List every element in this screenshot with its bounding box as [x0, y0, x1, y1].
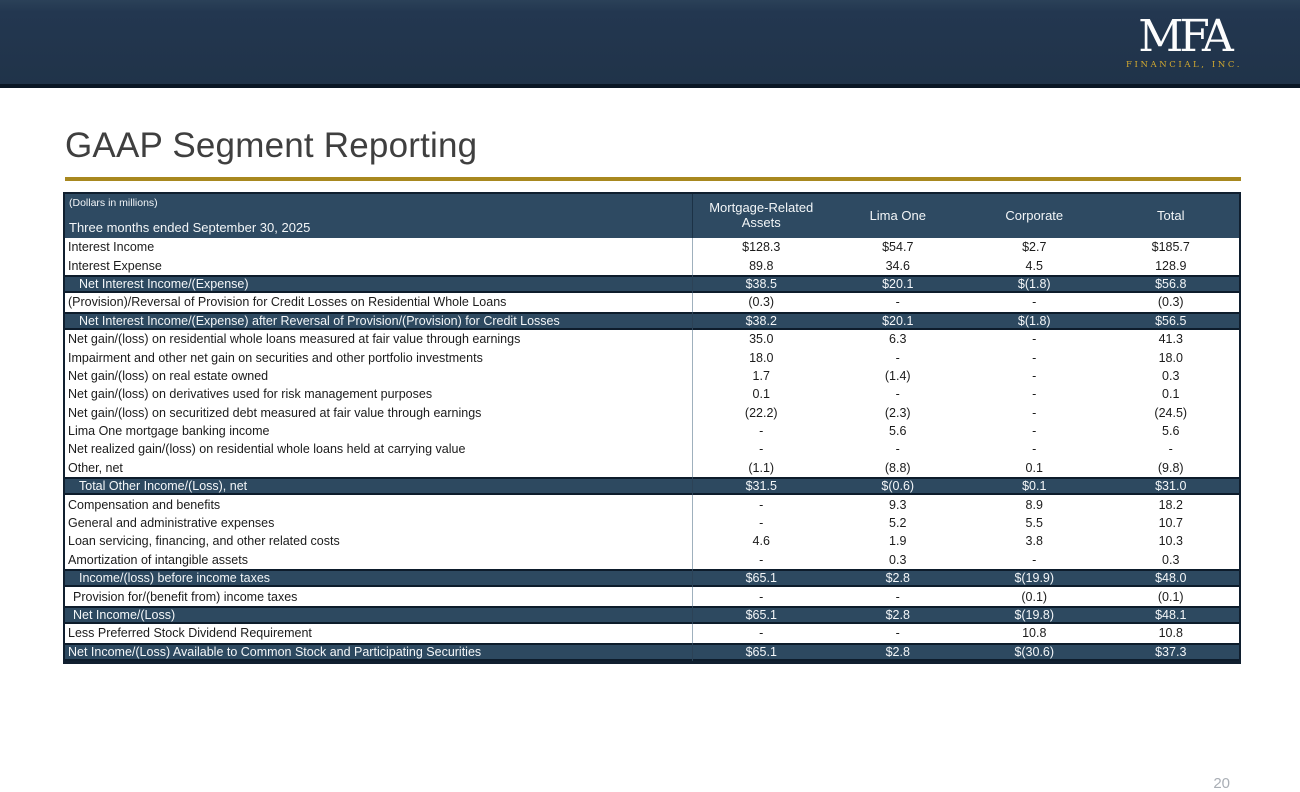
cell-value: $31.0	[1155, 479, 1187, 494]
cell-value: $48.0	[1155, 571, 1187, 586]
cell-value: (22.2)	[744, 405, 778, 420]
cell-value: $38.2	[745, 313, 777, 328]
cell-value: (0.1)	[1157, 589, 1184, 604]
cell-value: -	[1032, 387, 1037, 402]
table-header-row	[65, 194, 1239, 238]
cell-value: -	[1032, 424, 1037, 439]
row-label: Net realized gain/(loss) on residential whole loans held at carrying value	[65, 440, 693, 458]
table-row	[65, 477, 1239, 495]
cell-value: 0.3	[1162, 368, 1180, 383]
column-header-corporate: Corporate	[1005, 207, 1064, 223]
row-label: Net gain/(loss) on securitized debt measured at fair value through earnings	[65, 404, 693, 422]
cell-value: $38.5	[745, 276, 777, 291]
cell-value: $54.7	[882, 240, 914, 255]
cell-value: 0.1	[752, 387, 770, 402]
cell-value: (2.3)	[884, 405, 911, 420]
cell-value: $185.7	[1151, 240, 1190, 255]
gold-divider	[65, 177, 1241, 181]
table-row	[65, 624, 1239, 642]
cell-value: $65.1	[745, 571, 777, 586]
cell-value: 0.3	[1162, 552, 1180, 567]
cell-value: 5.5	[1025, 516, 1043, 531]
cell-value: 5.6	[889, 424, 907, 439]
cell-value: 3.8	[1025, 534, 1043, 549]
column-header-total: Total	[1157, 207, 1185, 223]
row-label: General and administrative expenses	[65, 514, 693, 532]
cell-value: -	[759, 442, 764, 457]
table-row	[65, 459, 1239, 477]
column-header-lima-one: Lima One	[869, 207, 926, 223]
cell-value: $(0.6)	[881, 479, 915, 494]
cell-value: (0.1)	[1021, 589, 1048, 604]
table-row	[65, 348, 1239, 366]
table-row	[65, 312, 1239, 330]
cell-value: 10.8	[1022, 626, 1047, 641]
cell-value: (0.3)	[748, 295, 775, 310]
cell-value: -	[895, 295, 900, 310]
cell-value: (1.1)	[748, 460, 775, 475]
cell-value: -	[759, 516, 764, 531]
table-row	[65, 551, 1239, 569]
table-row	[65, 643, 1239, 661]
table-row	[65, 606, 1239, 624]
row-label: Net Interest Income/(Expense) after Reversal of Provision/(Provision) for Credit Losses	[65, 312, 693, 330]
table-row	[65, 293, 1239, 311]
cell-value: 4.5	[1025, 258, 1043, 273]
cell-value: 5.2	[889, 516, 907, 531]
cell-value: 10.3	[1158, 534, 1183, 549]
row-label: Total Other Income/(Loss), net	[65, 477, 693, 495]
cell-value: 0.1	[1025, 460, 1043, 475]
table-row	[65, 330, 1239, 348]
cell-value: (9.8)	[1157, 460, 1184, 475]
cell-value: 41.3	[1158, 332, 1183, 347]
table-row	[65, 587, 1239, 605]
cell-value: $20.1	[882, 313, 914, 328]
cell-value: -	[1168, 442, 1173, 457]
cell-value: 18.0	[749, 350, 774, 365]
cell-value: -	[1032, 552, 1037, 567]
cell-value: -	[759, 552, 764, 567]
cell-value: (24.5)	[1154, 405, 1188, 420]
table-row	[65, 367, 1239, 385]
row-label: Impairment and other net gain on securities and other portfolio investments	[65, 348, 693, 366]
cell-value: $(19.8)	[1014, 608, 1055, 622]
row-label: Net gain/(loss) on derivatives used for risk management purposes	[65, 385, 693, 403]
table-body	[65, 238, 1239, 661]
cell-value: -	[1032, 350, 1037, 365]
cell-value: $(1.8)	[1017, 276, 1051, 291]
table-row	[65, 404, 1239, 422]
cell-value: 18.0	[1158, 350, 1183, 365]
cell-value: 0.1	[1162, 387, 1180, 402]
cell-value: $(19.9)	[1014, 571, 1055, 586]
row-label: Net gain/(loss) on residential whole loans measured at fair value through earnings	[65, 330, 693, 348]
logo-wordmark: MFA	[1138, 10, 1230, 62]
cell-value: 34.6	[885, 258, 910, 273]
cell-value: 4.6	[752, 534, 770, 549]
cell-value: 1.7	[752, 368, 770, 383]
row-label: Income/(loss) before income taxes	[65, 569, 693, 587]
cell-value: (0.3)	[1157, 295, 1184, 310]
cell-value: 128.9	[1155, 258, 1187, 273]
cell-value: 8.9	[1025, 497, 1043, 512]
row-label: Lima One mortgage banking income	[65, 422, 693, 440]
mfa-logo	[1125, 10, 1242, 70]
cell-value: $56.5	[1155, 313, 1187, 328]
table-row	[65, 422, 1239, 440]
cell-value: $128.3	[742, 240, 781, 255]
cell-value: $56.8	[1155, 276, 1187, 291]
cell-value: -	[895, 350, 900, 365]
cell-value: 18.2	[1158, 497, 1183, 512]
cell-value: $31.5	[745, 479, 777, 494]
cell-value: $0.1	[1022, 479, 1047, 494]
table-row	[65, 532, 1239, 550]
cell-value: $48.1	[1155, 608, 1187, 622]
table-row	[65, 440, 1239, 458]
cell-value: -	[759, 497, 764, 512]
cell-value: (1.4)	[884, 368, 911, 383]
cell-value: $2.8	[885, 571, 910, 586]
row-label: Net Income/(Loss)	[65, 606, 693, 624]
row-label: (Provision)/Reversal of Provision for Credit Losses on Residential Whole Loans	[65, 293, 693, 311]
cell-value: 5.6	[1162, 424, 1180, 439]
table-note: (Dollars in millions)	[69, 197, 158, 209]
logo-subtext: FINANCIAL, INC.	[1125, 59, 1242, 70]
row-label: Amortization of intangible assets	[65, 551, 693, 569]
segment-table	[63, 192, 1241, 664]
column-header-mortgage-related-assets: Mortgage-Related Assets	[709, 200, 814, 230]
row-label: Loan servicing, financing, and other related costs	[65, 532, 693, 550]
table-row	[65, 495, 1239, 513]
row-label: Less Preferred Stock Dividend Requirement	[65, 624, 693, 642]
table-row	[65, 385, 1239, 403]
row-label: Other, net	[65, 459, 693, 477]
page-number: 20	[1213, 775, 1230, 792]
cell-value: -	[895, 626, 900, 641]
table-row	[65, 238, 1239, 256]
cell-value: -	[759, 626, 764, 641]
cell-value: -	[895, 442, 900, 457]
cell-value: 6.3	[889, 332, 907, 347]
table-row	[65, 275, 1239, 293]
row-label: Interest Expense	[65, 256, 693, 274]
row-label: Net Income/(Loss) Available to Common Stock and Participating Securities	[65, 643, 693, 661]
cell-value: -	[1032, 405, 1037, 420]
row-label: Provision for/(benefit from) income taxes	[65, 587, 693, 605]
cell-value: -	[1032, 332, 1037, 347]
cell-value: $37.3	[1155, 644, 1187, 659]
cell-value: 89.8	[749, 258, 774, 273]
row-label: Compensation and benefits	[65, 495, 693, 513]
cell-value: 1.9	[889, 534, 907, 549]
slide-body	[0, 92, 1300, 792]
cell-value: (8.8)	[884, 460, 911, 475]
row-label: Interest Income	[65, 238, 693, 256]
table-row	[65, 514, 1239, 532]
cell-value: $65.1	[745, 608, 777, 622]
row-label: Net Interest Income/(Expense)	[65, 275, 693, 293]
page-title: GAAP Segment Reporting	[65, 126, 478, 165]
cell-value: 0.3	[889, 552, 907, 567]
table-row	[65, 569, 1239, 587]
cell-value: -	[759, 589, 764, 604]
cell-value: $20.1	[882, 276, 914, 291]
table-period: Three months ended September 30, 2025	[69, 220, 311, 235]
cell-value: -	[895, 387, 900, 402]
cell-value: $(30.6)	[1014, 644, 1055, 659]
cell-value: 35.0	[749, 332, 774, 347]
cell-value: $65.1	[745, 644, 777, 659]
cell-value: $(1.8)	[1017, 313, 1051, 328]
cell-value: -	[895, 589, 900, 604]
cell-value: -	[1032, 442, 1037, 457]
cell-value: 10.8	[1158, 626, 1183, 641]
cell-value: $2.8	[885, 644, 910, 659]
cell-value: 9.3	[889, 497, 907, 512]
cell-value: 10.7	[1158, 516, 1183, 531]
table-header-label-cell	[65, 194, 693, 238]
table-row	[65, 256, 1239, 274]
cell-value: $2.8	[885, 608, 910, 622]
cell-value: -	[759, 424, 764, 439]
cell-value: -	[1032, 368, 1037, 383]
cell-value: $2.7	[1022, 240, 1047, 255]
row-label: Net gain/(loss) on real estate owned	[65, 367, 693, 385]
cell-value: -	[1032, 295, 1037, 310]
header-banner	[0, 0, 1300, 88]
